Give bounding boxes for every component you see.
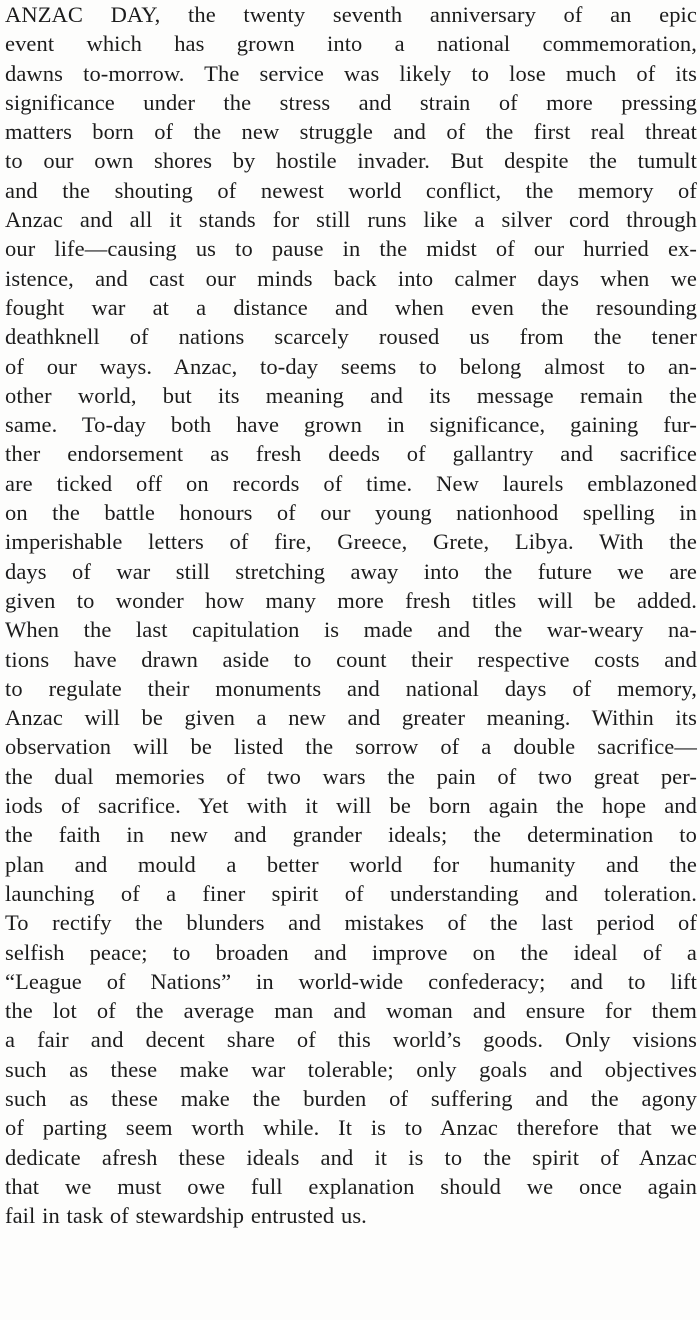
article-line: matters born of the new struggle and of the first real threat	[5, 119, 697, 145]
article-line: observation will be listed the sorrow of a double sacrifice—	[5, 734, 697, 760]
article-line: ANZAC DAY, the twenty seventh anniversary of an epic	[5, 2, 697, 27]
article-line: are ticked off on records of time. New laurels emblazoned	[5, 470, 697, 496]
article-line: and the shouting of newest world conflict, the memory of	[5, 177, 697, 203]
article-line: a fair and decent share of this world’s goods. Only visions	[5, 1027, 697, 1053]
article-line: same. To-day both have grown in significance, gaining fur-	[5, 412, 697, 438]
article-line: imperishable letters of fire, Greece, Grete, Libya. With the	[5, 529, 697, 555]
article-line: to regulate their monuments and national days of memory,	[5, 675, 697, 701]
article-line: such as these make war tolerable; only goals and objectives	[5, 1056, 697, 1082]
article-line: Anzac will be given a new and greater meaning. Within its	[5, 705, 697, 731]
article-line: “League of Nations” in world-wide confederacy; and to lift	[5, 968, 697, 994]
article-line: fought war at a distance and when even the resounding	[5, 294, 697, 320]
article-line: istence, and cast our minds back into calmer days when we	[5, 265, 697, 291]
article-line: To rectify the blunders and mistakes of the last period of	[5, 910, 697, 936]
article-line: iods of sacrifice. Yet with it will be born again the hope and	[5, 793, 697, 819]
article-line: the dual memories of two wars the pain of two great per-	[5, 763, 697, 789]
article-line: launching of a finer spirit of understanding and toleration.	[5, 880, 697, 906]
article-line: other world, but its meaning and its message remain the	[5, 382, 697, 408]
article-line: deathknell of nations scarcely roused us from the tener	[5, 324, 697, 350]
article-line: ther endorsement as fresh deeds of gallantry and sacrifice	[5, 441, 697, 467]
article-line: days of war still stretching away into the future we are	[5, 558, 697, 584]
article-line: of our ways. Anzac, to-day seems to belong almost to an-	[5, 353, 697, 379]
article-line: tions have drawn aside to count their respective costs and	[5, 646, 697, 672]
article-line-last: fail in task of stewardship entrusted us.	[5, 1203, 367, 1229]
article-line: given to wonder how many more fresh titles will be added.	[5, 587, 697, 613]
article-line: When the last capitulation is made and the war-weary na-	[5, 617, 697, 643]
article-line: our life—causing us to pause in the midst of our hurried ex-	[5, 236, 697, 262]
article-line: selfish peace; to broaden and improve on the ideal of a	[5, 939, 697, 965]
article-line: significance under the stress and strain of more pressing	[5, 89, 697, 115]
article-line: on the battle honours of our young nationhood spelling in	[5, 500, 697, 526]
article-line: event which has grown into a national commemoration,	[5, 31, 697, 57]
article-body	[5, 0, 697, 1230]
article-line: plan and mould a better world for humanity and the	[5, 851, 697, 877]
article-line: dedicate afresh these ideals and it is to the spirit of Anzac	[5, 1144, 697, 1170]
article-line: the lot of the average man and woman and ensure for them	[5, 998, 697, 1024]
article-line: of parting seem worth while. It is to Anzac therefore that we	[5, 1115, 697, 1141]
article-line: Anzac and all it stands for still runs like a silver cord through	[5, 207, 697, 233]
article-line: the faith in new and grander ideals; the determination to	[5, 822, 697, 848]
article-line: such as these make the burden of suffering and the agony	[5, 1085, 697, 1111]
article-line: that we must owe full explanation should we once again	[5, 1173, 697, 1199]
article-line: dawns to-morrow. The service was likely to lose much of its	[5, 60, 697, 86]
article-line: to our own shores by hostile invader. But despite the tumult	[5, 148, 697, 174]
